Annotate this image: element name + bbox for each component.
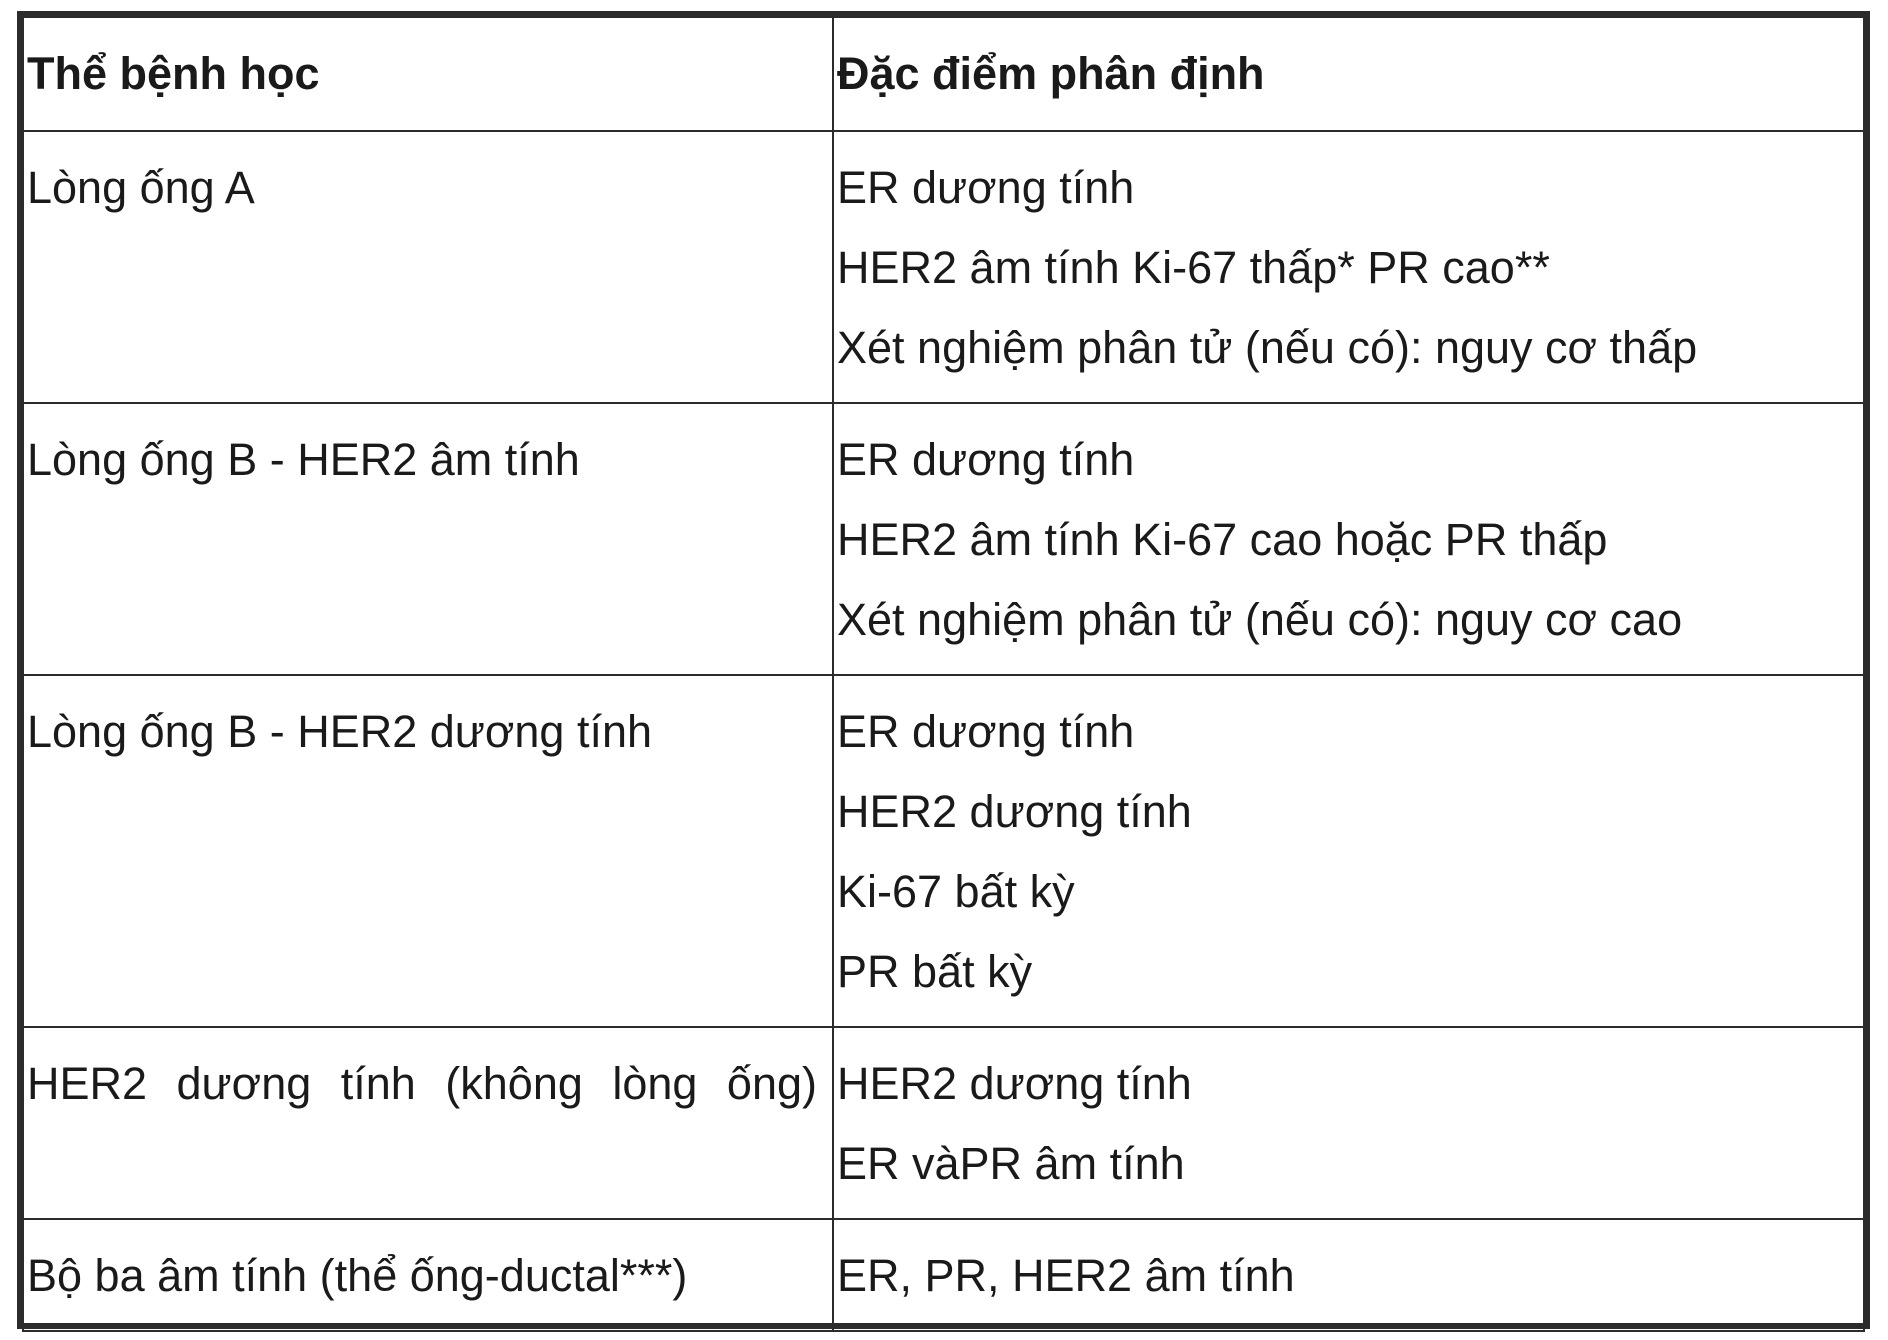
features-cell (833, 675, 1864, 1027)
classification-table-container (17, 11, 1870, 1329)
feature-line: Xét nghiệm phân tử (nếu có): nguy cơ cao (837, 594, 1683, 645)
features-cell (833, 403, 1864, 675)
subtype-word: tính (340, 1058, 416, 1109)
table-row (23, 1027, 1864, 1219)
subtype-label: Lòng ống B - HER2 âm tính (27, 434, 580, 485)
header-features: Đặc điểm phân định (833, 17, 1864, 131)
features-cell (833, 131, 1864, 403)
feature-line: HER2 âm tính Ki-67 cao hoặc PR thấp (837, 514, 1608, 565)
subtype-word: lòng (612, 1058, 698, 1109)
feature-line: Ki-67 bất kỳ (837, 866, 1075, 917)
subtype-word: (không (445, 1058, 583, 1109)
table-row (23, 403, 1864, 675)
subtype-word: HER2 (27, 1058, 148, 1109)
subtype-label: Lòng ống A (27, 162, 255, 213)
feature-line: Xét nghiệm phân tử (nếu có): nguy cơ thấp (837, 322, 1698, 373)
feature-line: ER dương tính (837, 706, 1135, 757)
subtype-label (27, 1044, 817, 1124)
subtype-cell (23, 675, 833, 1027)
subtype-cell (23, 403, 833, 675)
subtype-word: ống) (726, 1058, 817, 1109)
subtype-label: Bộ ba âm tính (thể ống-ductal***) (27, 1250, 688, 1301)
feature-line: HER2 dương tính (837, 786, 1192, 837)
features-cell (833, 1027, 1864, 1219)
table-header-row (23, 17, 1864, 131)
feature-line: ER vàPR âm tính (837, 1138, 1185, 1189)
classification-table (22, 16, 1865, 1332)
feature-line: ER dương tính (837, 162, 1135, 213)
table-row (23, 675, 1864, 1027)
subtype-cell (23, 1219, 833, 1331)
feature-line: HER2 âm tính Ki-67 thấp* PR cao** (837, 242, 1550, 293)
subtype-cell (23, 131, 833, 403)
feature-line: PR bất kỳ (837, 946, 1033, 997)
table-row (23, 131, 1864, 403)
feature-line: HER2 dương tính (837, 1058, 1192, 1109)
subtype-cell (23, 1027, 833, 1219)
feature-line: ER dương tính (837, 434, 1135, 485)
subtype-label: Lòng ống B - HER2 dương tính (27, 706, 653, 757)
subtype-word: dương (176, 1058, 312, 1109)
table-row (23, 1219, 1864, 1331)
feature-line: ER, PR, HER2 âm tính (837, 1250, 1295, 1301)
features-cell (833, 1219, 1864, 1331)
header-subtype: Thể bệnh học (23, 17, 833, 131)
